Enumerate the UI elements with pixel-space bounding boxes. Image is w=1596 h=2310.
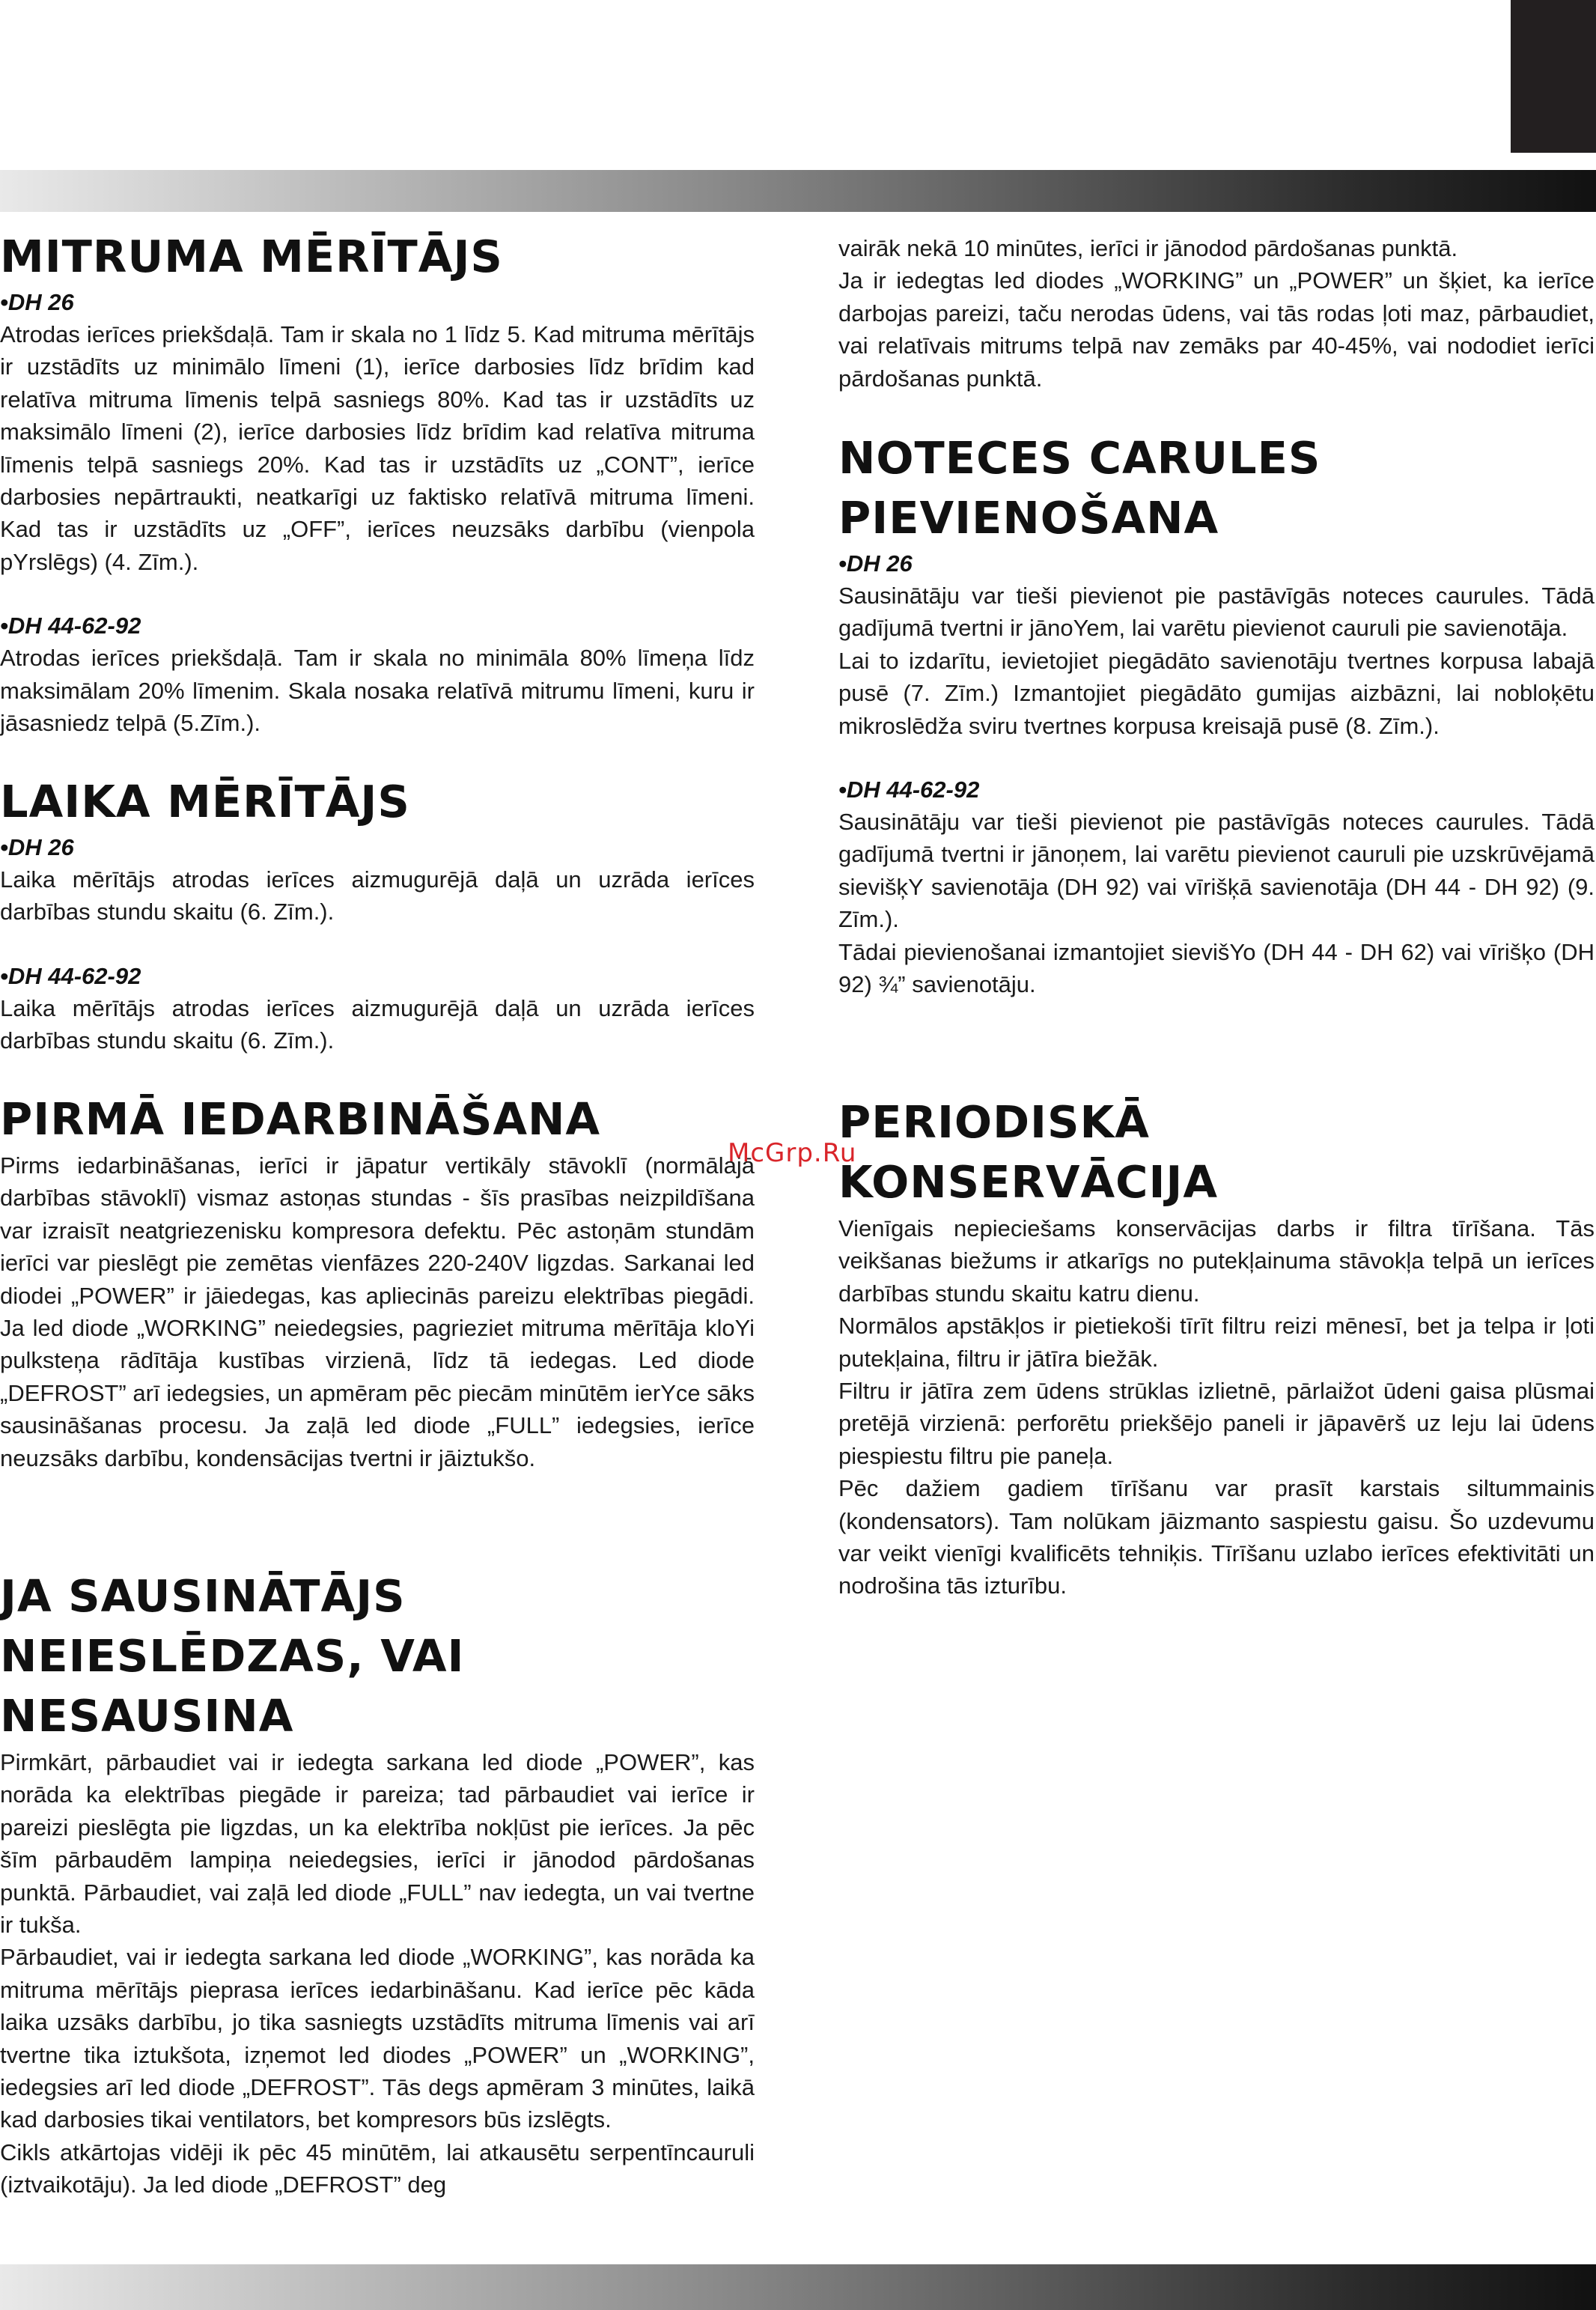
model-label: •DH 44-62-92 (838, 776, 980, 803)
section-title-line: NEIESLĒDZAS, VAI (0, 1630, 465, 1682)
model-label: •DH 26 (0, 834, 74, 860)
section-drain-pipe (838, 428, 1595, 1000)
paragraph: Vienīgais nepieciešams konservācijas darbs ir filtra tīrīšana. Tās veikšanas biežums ir atkarīgs no putekļainuma stāvokļa telpā un ierīces darbības stundu skaitu katru dienu. (838, 1215, 1595, 1307)
paragraph: Laika mērītājs atrodas ierīces aizmugurējā daļā un uzrāda ierīces darbības stundu skaitu (6. Zīm.). (0, 994, 755, 1054)
header-gradient-bar (0, 170, 1596, 212)
paragraph: Pēc dažiem gadiem tīrīšanu var prasīt karstais siltummainis (kondensators). Tam nolūkam jāizmanto saspiestu gaisu. Šo uzdevumu var veikt vienīgi kvalificēts tehniķis. Tīrīšanu uzlabo ierīces efektivitāti un nodrošina tās izturību. (838, 1475, 1595, 1599)
section-first-start (0, 1089, 755, 1474)
paragraph: Pirmkārt, pārbaudiet vai ir iedegta sarkana led diode „POWER”, kas norāda ka elektrības piegāde ir pareiza; tad pārbaudiet vai ierīce ir pareizi pieslēgta pie ligzdas, un ka elektrība nokļūst pie ierīces. Ja pēc šīm pārbaudēm lampiņa neiedegsies, ierīci ir jānodod pārdošanas punktā. Pārbaudiet, vai zaļā led diode „FULL” nav iedegta, un vai tvertne ir tukša. (0, 1749, 755, 1939)
model-label: •DH 26 (0, 289, 74, 315)
model-label: •DH 44-62-92 (0, 962, 141, 989)
section-maintenance (838, 1092, 1595, 1602)
section-title: LAIKA MĒRĪTĀJS (0, 776, 410, 827)
paragraph: Pirms iedarbināšanas, ierīci ir jāpatur vertikāly stāvoklī (normālajā darbības stāvoklī) vismaz astoņas stundas - šīs prasības neizpildīšana var izraisīt neatgriezenisku kompresora defektu. Pēc astoņām stundām ierīci var pieslēgt pie zemētas vienfāzes 220-240V ligzdas. Sarkanai led diodei „POWER” ir jāiedegas, kas apliecinās pareizu elektrības piegādi. Ja led diode „WORKING” neiedegsies, pagrieziet mitruma mērītāja kloYi pulksteņa rādītāja kustības virzienā, līdz tā iedegas. Led diode „DEFROST” arī iedegsies, un apmēram pēc piecām minūtēm ierYce sāks sausināšanas procesu. Ja zaļā led diode „FULL” iedegsies, ierīce neuzsāks darbību, kondensācijas tvertni ir jāiztukšo. (0, 1152, 755, 1471)
paragraph: Pārbaudiet, vai ir iedegta sarkana led diode „WORKING”, kas norāda ka mitruma mērītājs pieprasa ierīces iedarbināšanu. Kad ierīce pēc kāda laika uzsāks darbību, jo tika sasniegts uzstādīts mitruma līmenis vai arī tvertne tika iztukšota, izņemot led diodes „POWER” un „WORKING”, iedegsies arī led diode „DEFROST”. Tās degs apmēram 3 minūtes, laikā kad darbosies tikai ventilators, bet kompresors būs izslēgts. (0, 1944, 755, 2133)
paragraph: Tādai pievienošanai izmantojiet sievišYo (DH 44 - DH 62) vai vīrišķo (DH 92) ¾” savienotāju. (838, 938, 1595, 998)
paragraph: Ja ir iedegtas led diodes „WORKING” un „POWER” un šķiet, ka ierīce darbojas pareizi, taču nerodas ūdens, vai tās rodas ļoti maz, pārbaudiet, vai relatīvais mitrums telpā nav zemāks par 40-45%, vai nododiet ierīci pārdošanas punktā. (838, 267, 1595, 392)
section-title-line: KONSERVĀCIJA (838, 1156, 1219, 1208)
section-title: MITRUMA MĒRĪTĀJS (0, 231, 503, 282)
section-troubleshooting (0, 1566, 755, 2201)
watermark: McGrp.Ru (728, 1138, 857, 1168)
model-label: •DH 44-62-92 (0, 613, 141, 639)
paragraph: Normālos apstākļos ir pietiekoši tīrīt filtru reizi mēnesī, bet ja telpa ir ļoti putekļaina, filtru ir jātīra biežāk. (838, 1313, 1595, 1372)
section-title-line: PERIODISKĀ (838, 1096, 1150, 1148)
section-title-line: JA SAUSINĀTĀJS (0, 1570, 406, 1622)
paragraph: Atrodas ierīces priekšdaļā. Tam ir skala no 1 līdz 5. Kad mitruma mērītājs ir uzstādīts uz minimālo līmeni (1), ierīce darbosies līdz brīdim kad relatīva mitruma līmenis telpā sasniegs 80%. Kad tas ir uzstādīts uz maksimālo līmeni (2), ierīce darbosies līdz brīdim kad relatīva mitruma līmenis telpā sasniegs 20%. Kad tas ir uzstādīts uz „CONT”, ierīce darbosies nepārtraukti, neatkarīgi uz faktisko relatīvā mitruma līmeni. Kad tas ir uzstādīts uz „OFF”, ierīces neuzsāks darbību (vienpola pYrslēgs) (4. Zīm.). (0, 321, 755, 575)
paragraph: vairāk nekā 10 minūtes, ierīci ir jānodod pārdošanas punktā. (838, 235, 1458, 261)
section-title-line: PIEVIENOŠANA (838, 492, 1219, 544)
corner-tab (1511, 0, 1596, 153)
paragraph: Laika mērītājs atrodas ierīces aizmugurējā daļā un uzrāda ierīces darbības stundu skaitu (6. Zīm.). (0, 866, 755, 925)
section-title: PIRMĀ IEDARBINĀŠANA (0, 1093, 601, 1145)
model-label: •DH 26 (838, 550, 913, 577)
paragraph: Atrodas ierīces priekšdaļā. Tam ir skala no minimāla 80% līmeņa līdz maksimālam 20% līmenim. Skala nosaka relatīvā mitrumu līmeni, kuru ir jāsasniedz telpā (5.Zīm.). (0, 645, 755, 737)
paragraph: Cikls atkārtojas vidēji ik pēc 45 minūtēm, lai atkausētu serpentīncauruli (iztvaikotāju). Ja led diode „DEFROST” deg (0, 2139, 755, 2198)
footer-gradient-bar (0, 2264, 1596, 2310)
paragraph: Filtru ir jātīra zem ūdens strūklas izlietnē, pārlaižot ūdeni gaisa plūsmai pretējā virzienā: perforētu priekšējo paneli ir jāpavērš uz leju lai ūdens piespiestu filtru pie paneļa. (838, 1378, 1595, 1469)
continued-text (838, 232, 1595, 395)
section-time-meter (0, 772, 755, 1057)
paragraph: Sausinātāju var tieši pievienot pie pastāvīgās noteces caurules. Tādā gadījumā tvertni ir jānoYem, lai varētu pievienot cauruli pie savienotāja. (838, 583, 1595, 642)
section-humidity-meter (0, 227, 755, 739)
paragraph: Lai to izdarītu, ievietojiet piegādāto savienotāju tvertnes korpusa labajā pusē (7. Zīm.) Izmantojiet piegādāto gumijas aizbāzni, lai nobloķētu mikroslēdža sviru tvertnes korpusa kreisajā pusē (8. Zīm.). (838, 647, 1595, 739)
section-title-line: NOTECES CARULES (838, 432, 1321, 484)
paragraph: Sausinātāju var tieši pievienot pie pastāvīgās noteces caurules. Tādā gadījumā tvertni ir jānoņem, lai varētu pievienot cauruli pie uzskrūvējamā sievišķY savienotāja (DH 92) vai vīrišķā savienotāja (DH 44 - DH 92) (9. Zīm.). (838, 809, 1595, 933)
section-title-line: NESAUSINA (0, 1690, 294, 1742)
